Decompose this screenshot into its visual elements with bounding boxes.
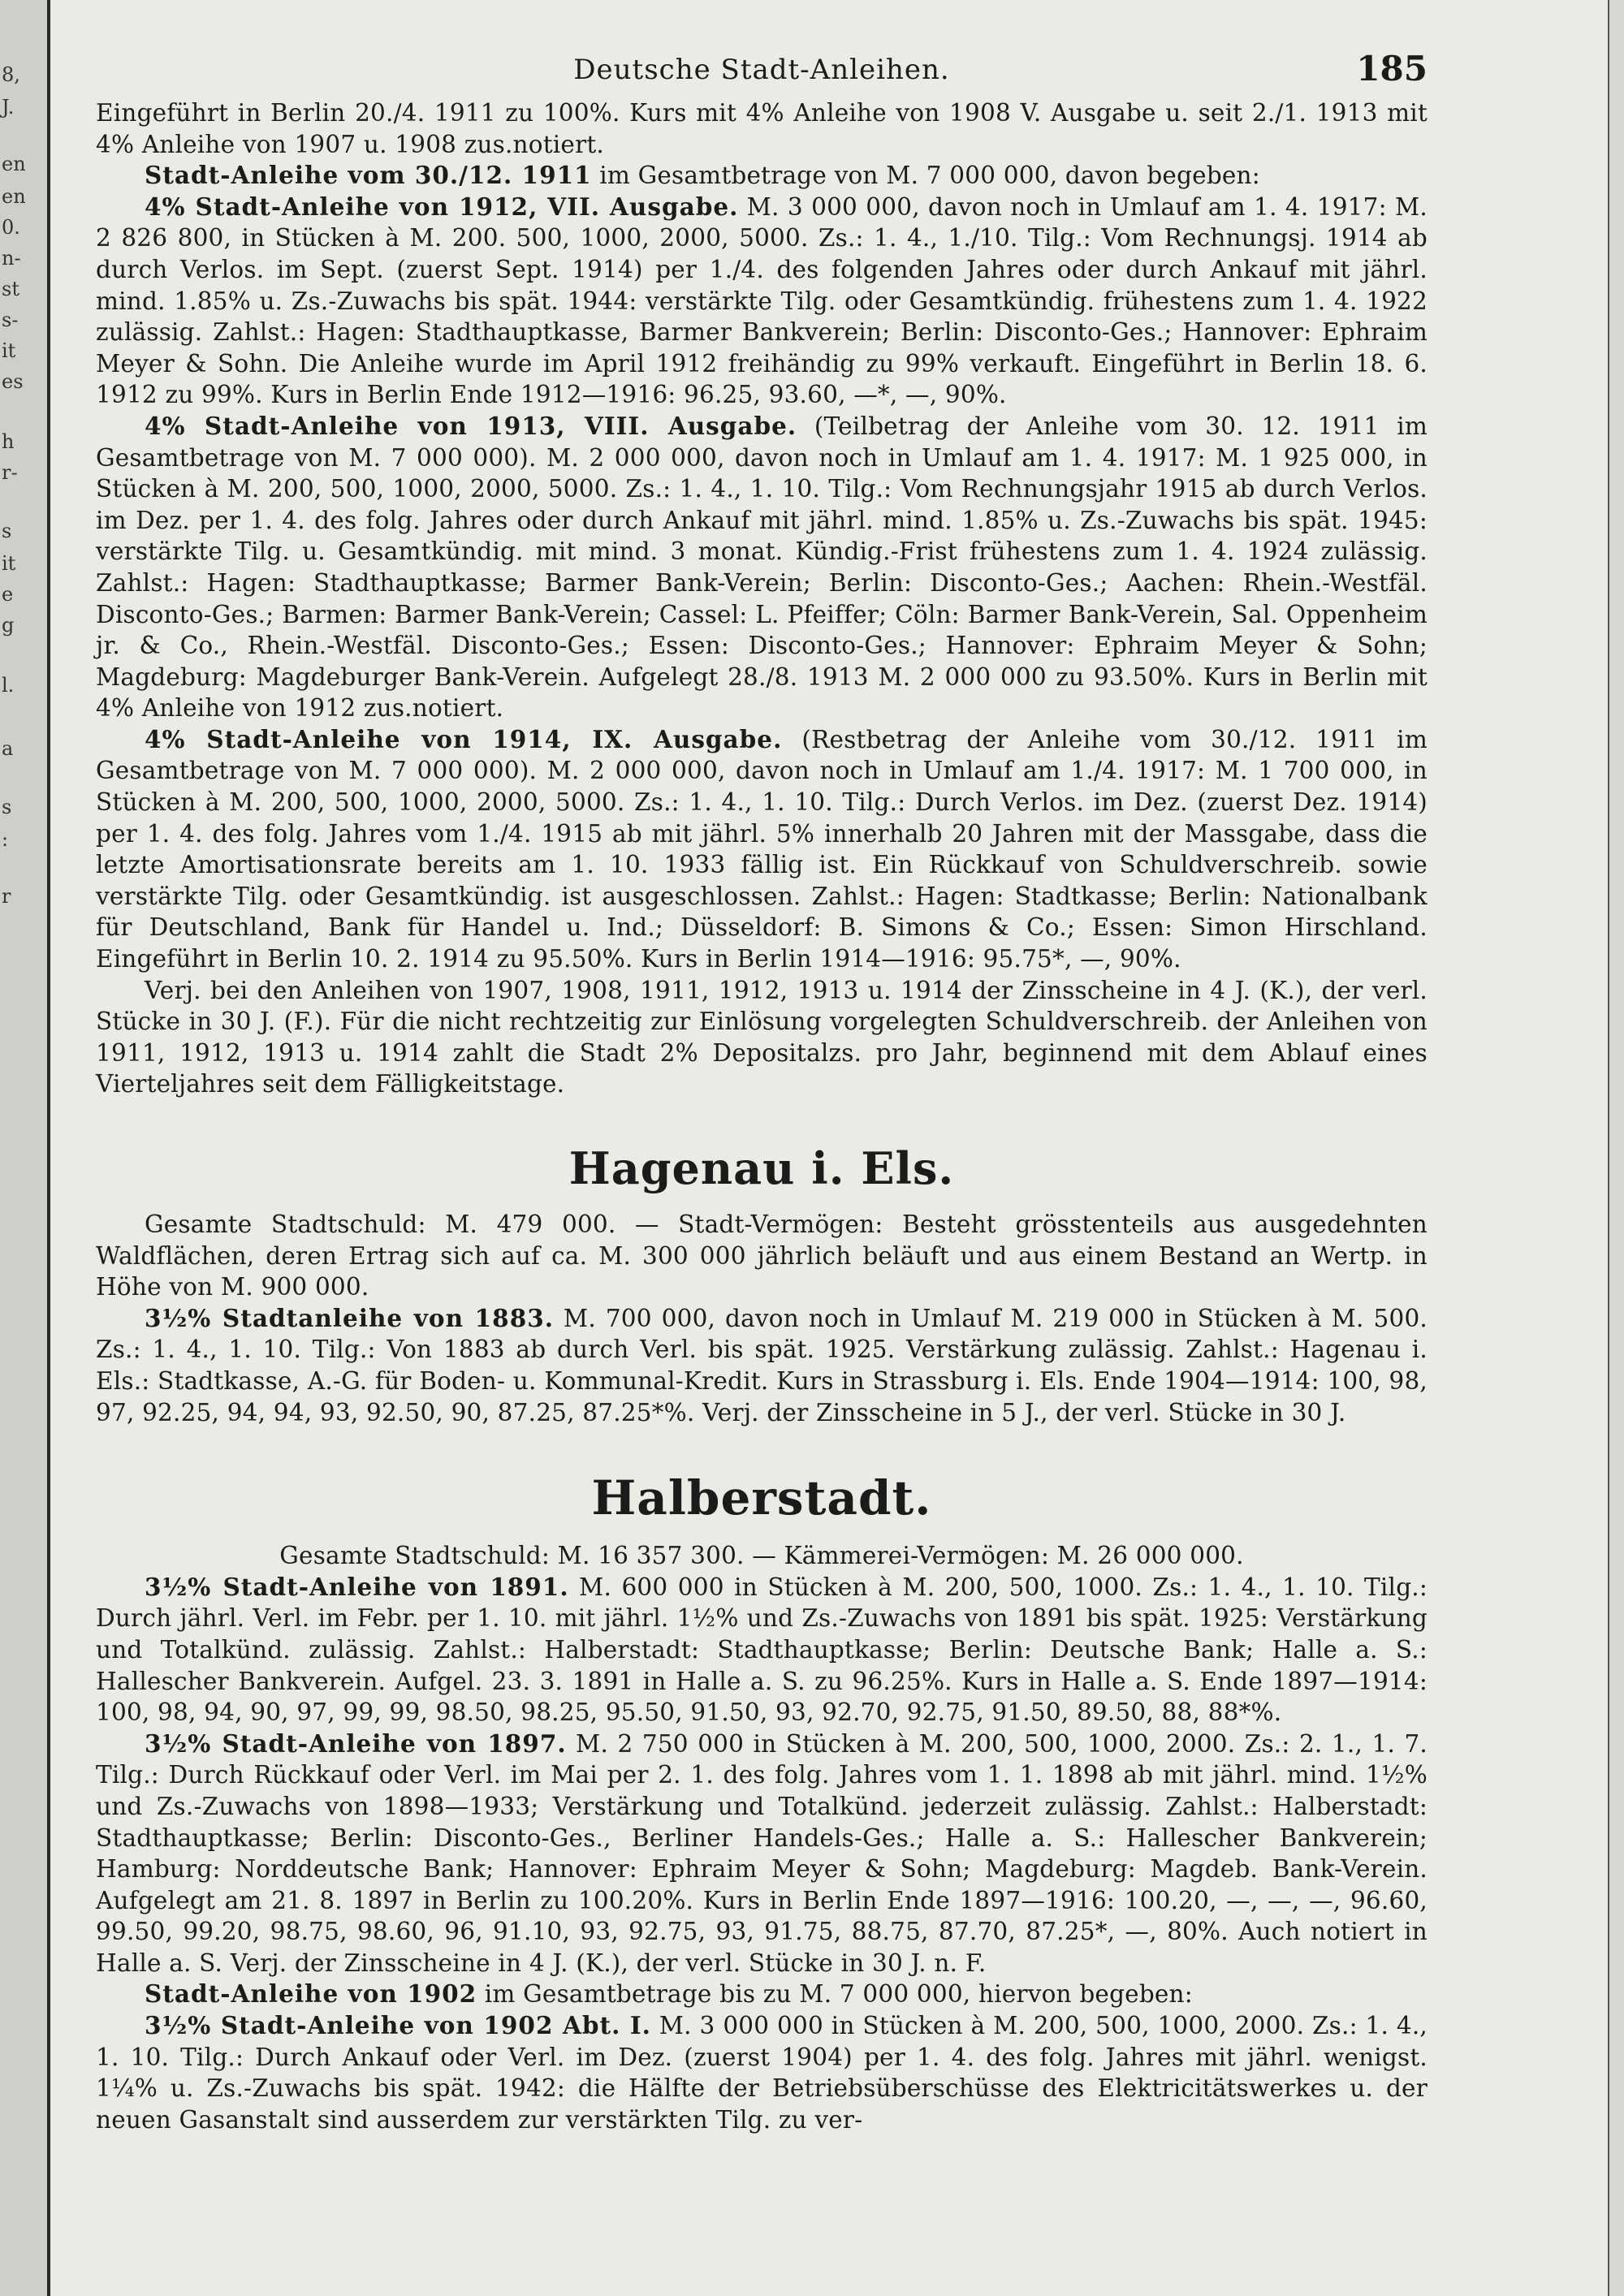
margin-fragment: r- [2,461,18,484]
margin-fragment: h [2,430,15,453]
bond-heading: 3½% Stadtanleihe von 1883. [145,1303,555,1332]
margin-fragment: g [2,614,15,637]
paragraph-text: (Restbetrag der Anleihe vom 30./12. 1911 im Gesamtbetrage von M. 7 000 000). M. 2 000 000, davon noch in Umlauf am 1./4. 1917: M. 1 700 000, in Stücken à M. 200, 500, 1000, 2000, 5000. Zs.: 1. 4., 1. 10. Tilg.: Durch Verlos. im Dez. (zuerst Dez. 1914) per 1. 4. des folg. Jahres vom 1./4. 1915 ab mit jährl. 5% innerhalb 20 Jahren mit der Massgabe, dass die letzte Amortisationsrate bereits am 1. 10. 1933 fällig ist. Ein Rückkauf von Schuldverschreib. sowie verstärkte Tilg. oder Gesamtkündig. ist ausgeschlossen. Zahlst.: Hagen: Stadtkasse; Berlin: Nationalbank für Deutschland, Bank für Handel u. Ind.; Düsseldorf: B. Simons & Co.; Essen: Simon Hirschland. Eingeführt in Berlin 10. 2. 1914 zu 95.50%. Kurs in Berlin 1914—1916: 95.75*, —, 90%. [96,725,1427,973]
paragraph-text: M. 2 750 000 in Stücken à M. 200, 500, 1000, 2000. Zs.: 2. 1., 1. 7. Tilg.: Durch Rückkauf oder Verl. im Mai per 2. 1. des folg. Jahres vom 1. 1. 1898 ab mit jährl. mind. 1½% und Zs.-Zuwachs von 1898—1933; Verstärkung und Totalkünd. jederzeit zulässig. Zahlst.: Halberstadt: Stadthauptkasse; Berlin: Disconto-Ges., Berliner Handels-Ges.; Halle a. S.: Hallescher Bankverein; Hamburg: Norddeutsche Bank; Hannover: Ephraim Meyer & Sohn; Magdeburg: Magdeb. Bank-Verein. Aufgelegt am 21. 8. 1897 in Berlin zu 100.20%. Kurs in Berlin Ende 1897—1916: 100.20, —, —, —, 96.60, 99.50, 99.20, 98.75, 98.60, 96, 91.10, 93, 92.75, 93, 91.75, 88.75, 87.70, 87.25*, —, 80%. Auch notiert in Halle a. S. Verj. der Zinsscheine in 4 J. (K.), der verl. Stücke in 30 J. n. F. [96,1729,1427,1977]
margin-fragment: : [2,828,9,851]
paragraph [96,2010,1427,2135]
paragraph-text: (Teilbetrag der Anleihe vom 30. 12. 1911 im Gesamtbetrage von M. 7 000 000). M. 2 000 000, davon noch in Umlauf am 1. 4. 1917: M. 1 925 000, in Stücken à M. 200, 500, 1000, 2000, 5000. Zs.: 1. 4., 1. 10. Tilg.: Vom Rechnungsjahr 1915 ab durch Verlos. im Dez. per 1. 4. des folg. Jahres oder durch Ankauf mit jährl. mind. 1.85% u. Zs.-Zuwachs bis spät. 1945: verstärkte Tilg. u. Gesamtkündig. mit mind. 3 monat. Kündig.-Frist frühestens zum 1. 4. 1924 zulässig. Zahlst.: Hagen: Stadthauptkasse; Barmer Bank-Verein; Berlin: Disconto-Ges.; Aachen: Rhein.-Westfäl. Disconto-Ges.; Barmen: Barmer Bank-Verein; Cassel: L. Pfeiffer; Cöln: Barmer Bank-Verein, Sal. Oppenheim jr. & Co., Rhein.-Westfäl. Disconto-Ges.; Essen: Disconto-Ges.; Hannover: Ephraim Meyer & Sohn; Magdeburg: Magdeburger Bank-Verein. Aufgelegt 28./8. 1913 M. 2 000 000 zu 93.50%. Kurs in Berlin mit 4% Anleihe von 1912 zus.notiert. [96,412,1427,723]
margin-fragment: st [2,278,19,300]
margin-fragment: J. [2,96,15,119]
margin-fragment: s- [2,309,19,331]
bond-heading: 3½% Stadt-Anleihe von 1891. [145,1572,569,1601]
bond-heading: 4% Stadt-Anleihe von 1912, VII. Ausgabe. [145,192,739,221]
bond-heading: 4% Stadt-Anleihe von 1913, VIII. Ausgabe. [145,411,797,440]
adjacent-page-strip [0,0,50,2296]
margin-fragment: s [2,796,12,818]
paragraph: Gesamte Stadtschuld: M. 479 000. — Stadt-Vermögen: Besteht grösstenteils aus ausgedehnten Waldflächen, deren Ertrag sich auf ca. M. 300 000 jährlich beläuft und aus einem Bestand an Wertp. in Höhe von M. 900 000. [96,1211,1427,1301]
margin-fragment: n- [2,247,21,270]
city-heading: Hagenau i. Els. [568,1142,955,1194]
paragraph-text: M. 3 000 000 in Stücken à M. 200, 500, 1000, 2000. Zs.: 1. 4., 1. 10. Tilg.: Durch Ankauf oder Verl. im Dez. (zuerst 1904) per 1. 4. des folg. Jahres mit jährl. wenigst. 1¼% u. Zs.-Zuwachs bis spät. 1942: die Hälfte der Betriebsüberschüsse des Elektricitätswerkes u. der neuen Gasanstalt sind ausserdem zur verstärkten Tilg. zu ver- [96,2012,1428,2134]
paragraph [96,192,1427,411]
city-heading: Halberstadt. [591,1470,932,1526]
margin-fragment: 0. [2,216,20,239]
paragraph-text: im Gesamtbetrage bis zu M. 7 000 000, hiervon begeben: [477,1980,1193,2009]
paragraph [96,1728,1427,1979]
margin-fragment: es [2,370,24,393]
paragraph-text: M. 700 000, davon noch in Umlauf M. 219 000 in Stücken à M. 500. Zs.: 1. 4., 1. 10. Tilg.: Von 1883 ab durch Verl. bis spät. 1925. Verstärkung zulässig. Zahlst.: Hagenau i. Els.: Stadtkasse, A.-G. für Boden- u. Kommunal-Kredit. Kurs in Strassburg i. Els. Ende 1904—1914: 100, 98, 97, 92.25, 94, 94, 93, 92.50, 90, 87.25, 87.25*%. Verj. der Zinsscheine in 5 J., der verl. Stücke in 30 J. [96,1304,1427,1426]
bond-heading: 4% Stadt-Anleihe von 1914, IX. Ausgabe. [145,724,783,753]
page-edge [1608,0,1624,2296]
bond-heading: Stadt-Anleihe vom 30./12. 1911 [145,161,592,190]
paragraph [96,724,1427,975]
page-body [96,49,1427,2135]
margin-fragment: l. [2,674,15,697]
paragraph [96,160,1427,192]
paragraph [96,1979,1427,2010]
paragraph [96,1303,1427,1428]
bond-heading: Stadt-Anleihe von 1902 [145,1979,477,2009]
paragraph-text: M. 600 000 in Stücken à M. 200, 500, 1000. Zs.: 1. 4., 1. 10. Tilg.: Durch jährl. Verl. im Febr. per 1. 10. mit jährl. 1½% und Zs.-Zuwachs von 1891 bis spät. 1925: Verstärkung und Totalkünd. zulässig. Zahlst.: Halberstadt: Stadthauptkasse; Berlin: Deutsche Bank; Halle a. S.: Hallescher Bankverein. Aufgel. 23. 3. 1891 in Halle a. S. zu 96.25%. Kurs in Halle a. S. Ende 1897—1914: 100, 98, 94, 90, 97, 99, 99, 98.50, 98.25, 95.50, 91.50, 93, 92.70, 92.75, 91.50, 89.50, 88, 88*%. [96,1573,1427,1727]
paragraph [96,1572,1427,1728]
margin-fragment: it [2,552,16,575]
paragraph: Verj. bei den Anleihen von 1907, 1908, 1911, 1912, 1913 u. 1914 der Zinsscheine in 4 J. (K.), der verl. Stücke in 30 J. (F.). Für die nicht rechtzeitig zur Einlösung vorgelegten Schuldverschreib. der Anleihen von 1911, 1912, 1913 u. 1914 zahlt die Stadt 2% Depositalzs. pro Jahr, beginnend mit dem Ablauf eines Vierteljahres seit dem Fälligkeitstage. [96,976,1427,1098]
margin-fragment: a [2,737,14,760]
margin-fragment: e [2,583,14,606]
margin-fragment: s [2,520,12,542]
paragraph: Eingeführt in Berlin 20./4. 1911 zu 100%. Kurs mit 4% Anleihe von 1908 V. Ausgabe u. seit 2./1. 1913 mit 4% Anleihe von 1907 u. 1908 zus.notiert. [96,99,1427,158]
paragraph-text: im Gesamtbetrage von M. 7 000 000, davon begeben: [591,162,1260,190]
margin-fragment: en [2,153,26,175]
bond-heading: 3½% Stadt-Anleihe von 1902 Abt. I. [145,2011,651,2040]
margin-fragment: r [2,885,11,908]
page-number: 185 [1356,49,1427,88]
margin-fragment: 8, [2,63,20,86]
paragraph [96,411,1427,724]
running-head-title: Deutsche Stadt-Anleihen. [573,54,950,86]
bond-heading: 3½% Stadt-Anleihe von 1897. [145,1728,567,1758]
paragraph-text: M. 3 000 000, davon noch in Umlauf am 1. 4. 1917: M. 2 826 800, in Stücken à M. 200. 500, 1000, 2000, 5000. Zs.: 1. 4., 1./10. Tilg.: Vom Rechnungsj. 1914 ab durch Verlos. im Sept. (zuerst Sept. 1914) per 1./4. des folgenden Jahres oder durch Ankauf mit jährl. mind. 1.85% u. Zs.-Zuwachs bis spät. 1944: verstärkte Tilg. oder Gesamtkündig. frühestens zum 1. 4. 1922 zulässig. Zahlst.: Hagen: Stadthauptkasse, Barmer Bankverein; Berlin: Disconto-Ges.; Hannover: Ephraim Meyer & Sohn. Die Anleihe wurde im April 1912 freihändig zu 99% verkauft. Eingeführt in Berlin 18. 6. 1912 zu 99%. Kurs in Berlin Ende 1912—1916: 96.25, 93.60, —*, —, 90%. [96,192,1427,409]
running-head [96,49,1427,97]
margin-fragment: it [2,339,16,362]
margin-fragment: en [2,185,26,208]
paragraph: Gesamte Stadtschuld: M. 16 357 300. — Kämmerei-Vermögen: M. 26 000 000. [279,1542,1244,1570]
